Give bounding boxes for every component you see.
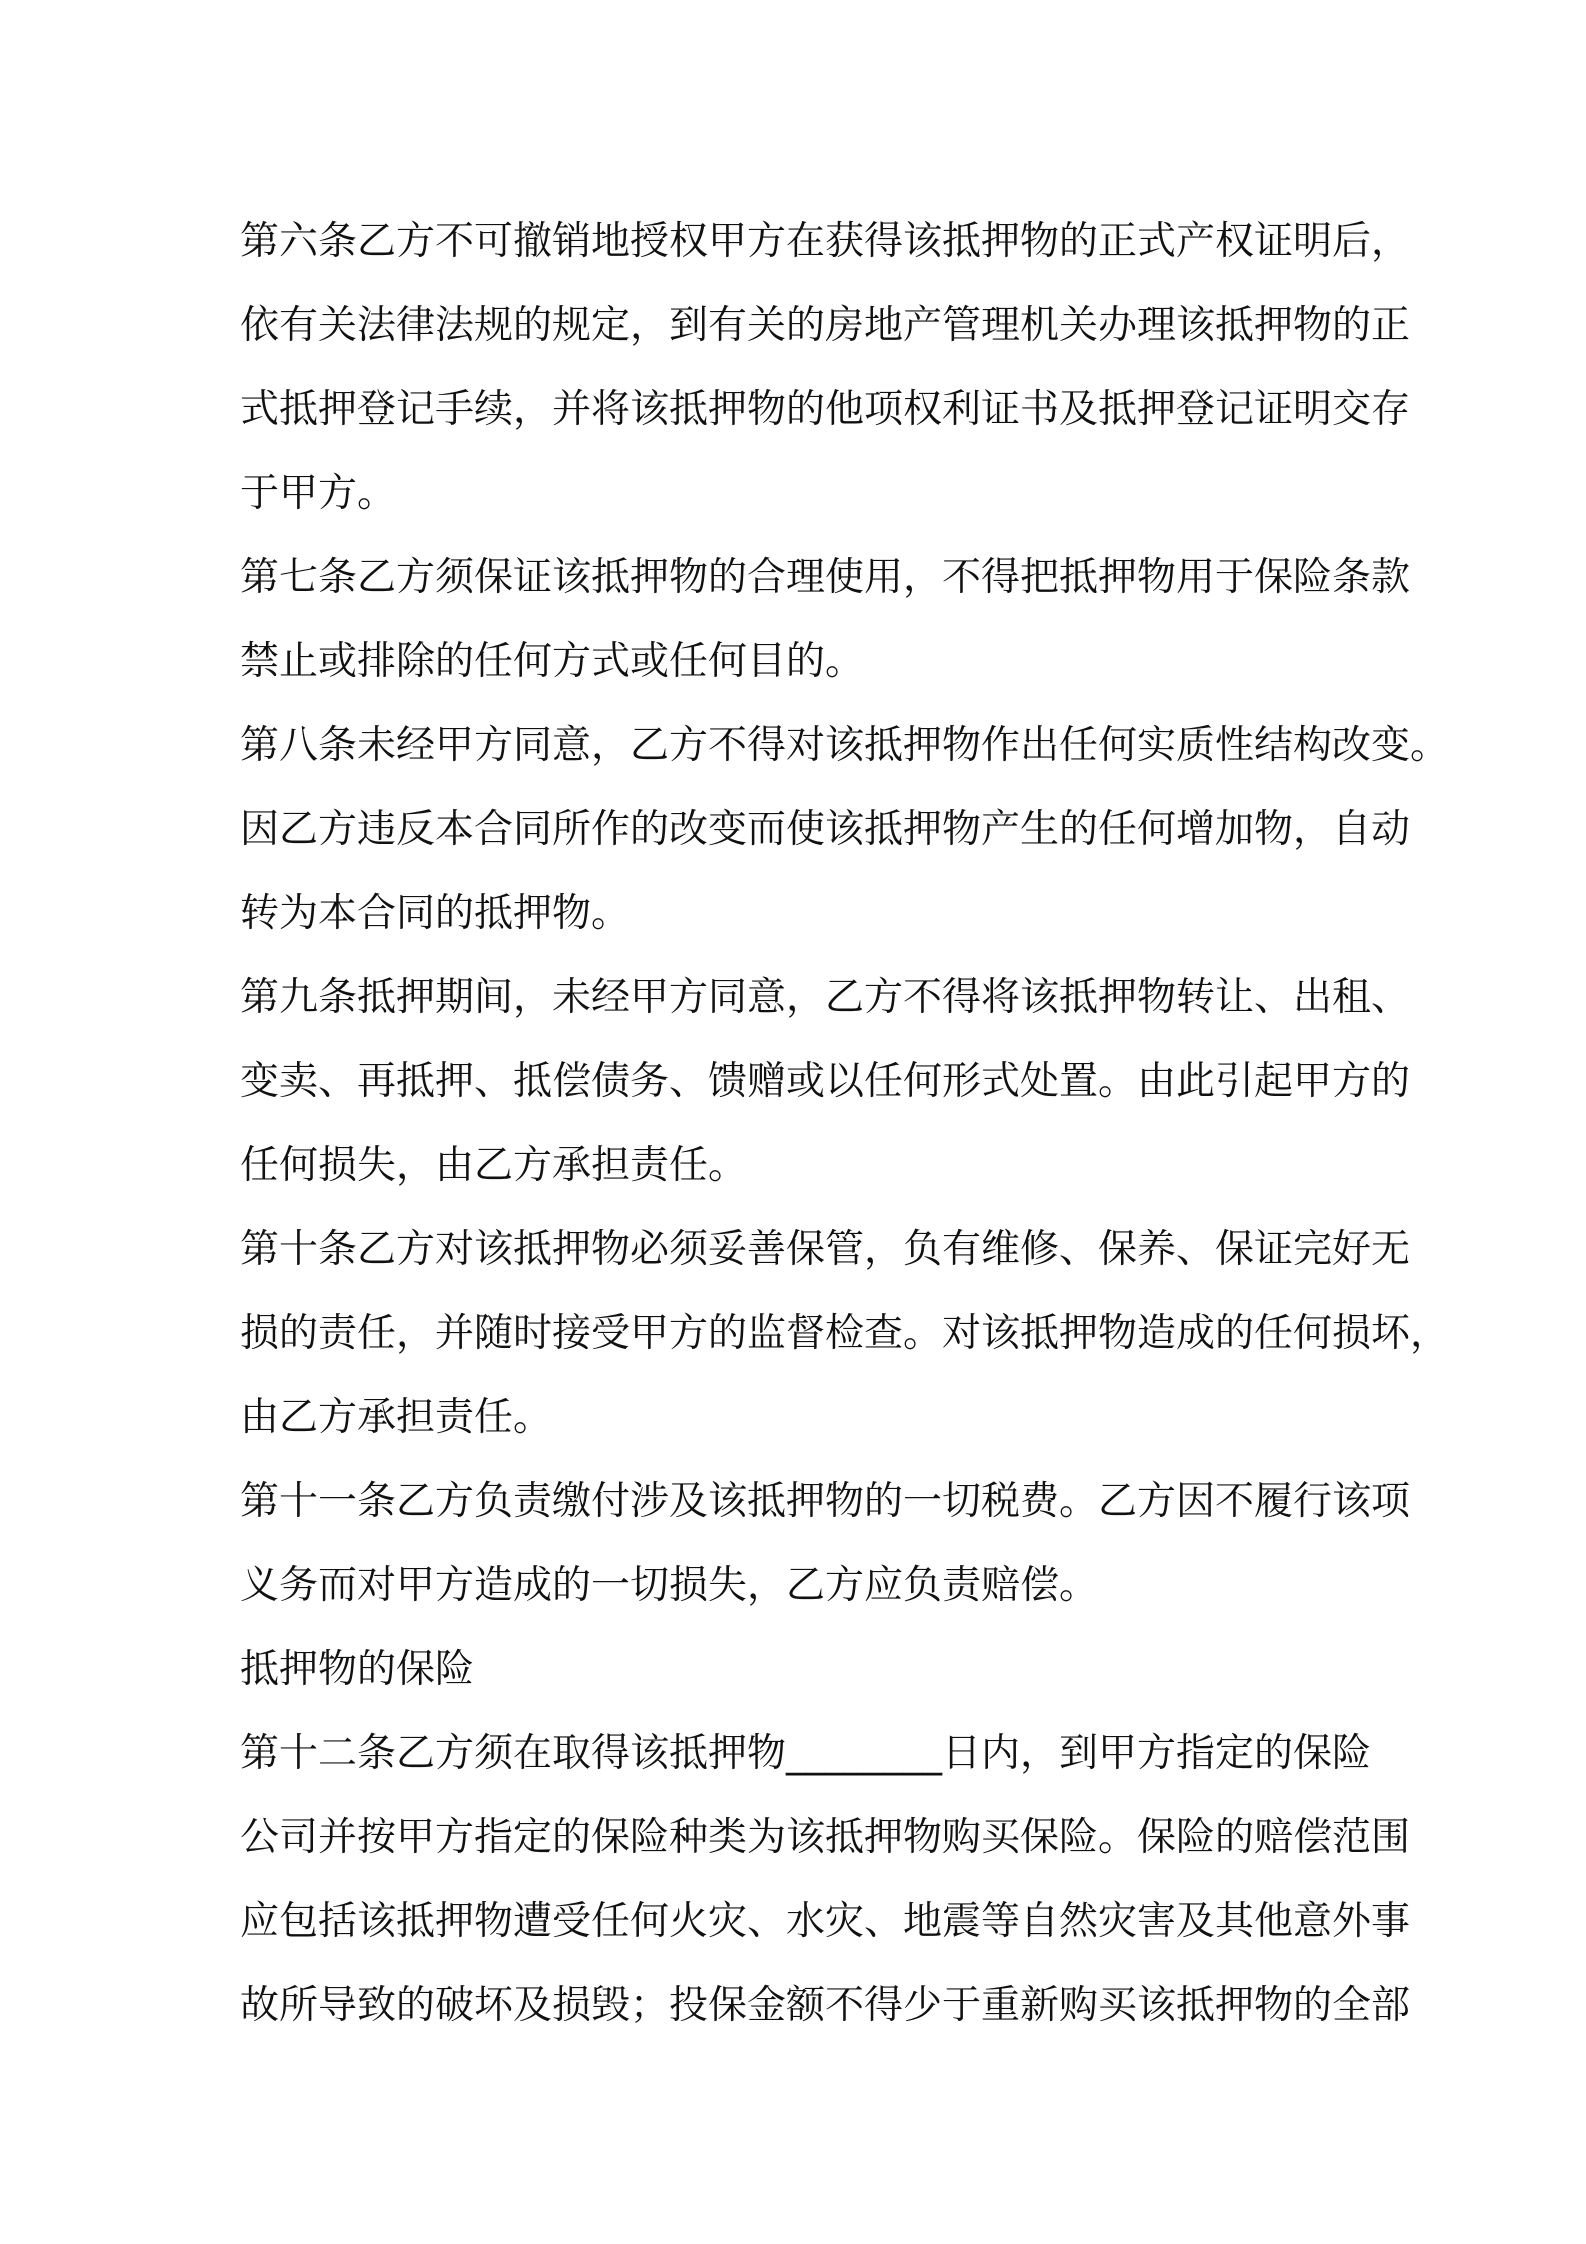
text-line: 因乙方违反本合同所作的改变而使该抵押物产生的任何增加物，自动 — [240, 807, 1411, 852]
text-line: 第九条抵押期间，未经甲方同意，乙方不得将该抵押物转让、出租、 — [240, 975, 1411, 1020]
text-line: 依有关法律法规的规定，到有关的房地产管理机关办理该抵押物的正 — [240, 303, 1411, 348]
document-body — [240, 200, 1450, 2048]
text-line: 禁止或排除的任何方式或任何目的。 — [240, 639, 865, 684]
text-line: 转为本合同的抵押物。 — [240, 891, 631, 936]
text-line: 第八条未经甲方同意，乙方不得对该抵押物作出任何实质性结构改变。 — [240, 723, 1450, 768]
text-line: 第七条乙方须保证该抵押物的合理使用，不得把抵押物用于保险条款 — [240, 555, 1411, 600]
text-line: 第十条乙方对该抵押物必须妥善保管，负有维修、保养、保证完好无 — [240, 1227, 1411, 1272]
text-line: 第十一条乙方负责缴付涉及该抵押物的一切税费。乙方因不履行该项 — [240, 1479, 1411, 1524]
text-line: 第十二条乙方须在取得该抵押物________日内，到甲方指定的保险 — [240, 1731, 1372, 1776]
text-line: 义务而对甲方造成的一切损失，乙方应负责赔偿。 — [240, 1563, 1099, 1608]
text-line: 损的责任，并随时接受甲方的监督检查。对该抵押物造成的任何损坏， — [240, 1311, 1450, 1356]
section-heading: 抵押物的保险 — [240, 1647, 475, 1692]
text-line: 由乙方承担责任。 — [240, 1395, 553, 1440]
text-line: 任何损失，由乙方承担责任。 — [240, 1143, 748, 1188]
text-line: 第六条乙方不可撤销地授权甲方在获得该抵押物的正式产权证明后， — [240, 219, 1411, 264]
text-line: 应包括该抵押物遭受任何火灾、水灾、地震等自然灾害及其他意外事 — [240, 1899, 1411, 1944]
text-line: 变卖、再抵押、抵偿债务、馈赠或以任何形式处置。由此引起甲方的 — [240, 1059, 1411, 1104]
text-line: 式抵押登记手续，并将该抵押物的他项权利证书及抵押登记证明交存 — [240, 387, 1411, 432]
text-line: 公司并按甲方指定的保险种类为该抵押物购买保险。保险的赔偿范围 — [240, 1815, 1411, 1860]
text-line: 故所导致的破坏及损毁；投保金额不得少于重新购买该抵押物的全部 — [240, 1983, 1411, 2028]
text-line: 于甲方。 — [240, 471, 397, 516]
